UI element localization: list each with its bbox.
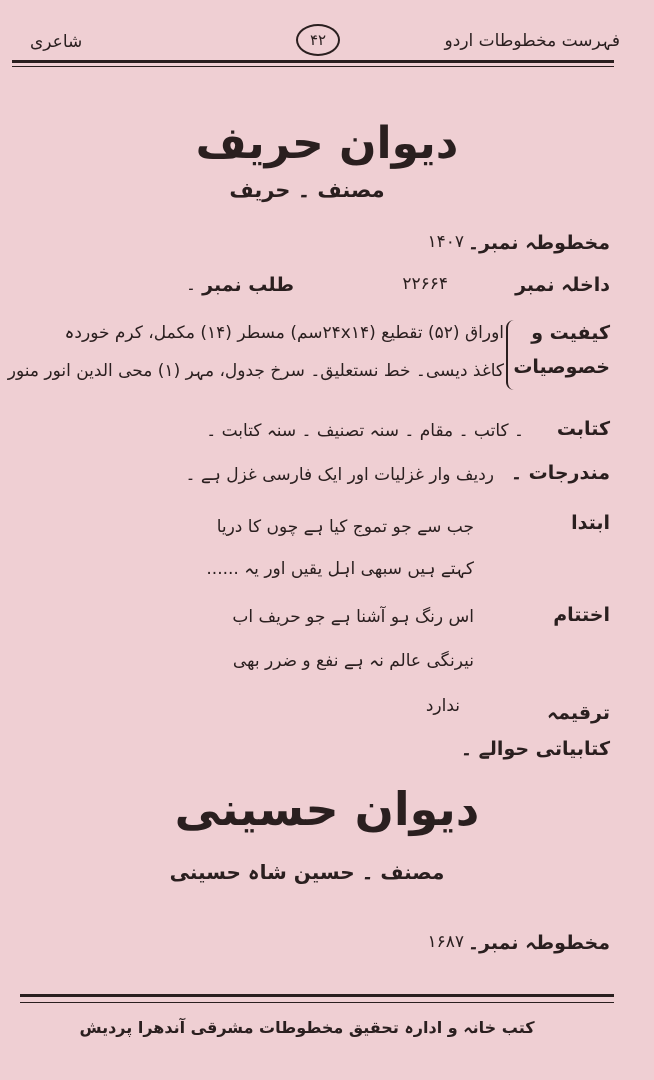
entry1-ms-value: ۱۴۰۷ [427, 232, 464, 252]
footer-rule [20, 994, 614, 997]
page-number: ۴۲ [296, 24, 340, 56]
entry1-call-value: ۔ [186, 275, 196, 295]
entry1-closing-line-1: اس رنگ ہو آشنا ہے جو حریف اب [232, 607, 474, 627]
entry2-ms-value: ۱۶۸۷ [427, 932, 464, 952]
brace-decoration [506, 320, 522, 390]
entry2-author: مصنف ۔ حسین شاہ حسینی [169, 860, 445, 884]
entry1-ms-label: مخطوطہ نمبر۔ [467, 232, 610, 254]
header-rule-thin [12, 66, 614, 67]
entry2-ms-label: مخطوطہ نمبر۔ [467, 932, 610, 954]
catalog-title: فہرست مخطوطات اردو [444, 31, 620, 51]
entry1-contents-value: ردیف وار غزلیات اور ایک فارسی غزل ہے ۔ [185, 465, 494, 485]
entry1-accession-label: داخلہ نمبر [515, 274, 610, 296]
entry1-features-line-1: اوراق (۵۲) تقطیع (۲۴x۱۴سم) مسطر (۱۴) مکمل، کرم خوردہ [64, 323, 504, 343]
entry1-features-label-1: کیفیت و [531, 322, 610, 344]
footer-institution: کتب خانہ و ادارہ تحقیق مخطوطات مشرقی آندھرا پردیش [79, 1018, 535, 1037]
entry1-accession-value: ۲۲۶۶۴ [402, 274, 448, 294]
section-name: شاعری [30, 32, 83, 52]
footer-rule-thin [20, 1002, 614, 1003]
entry1-opening-label: ابتدا [571, 512, 610, 534]
entry1-contents-label: مندرجات ۔ [510, 462, 610, 484]
entry1-author: مصنف ۔ حریف [229, 178, 385, 202]
entry1-features-line-2: کاغذ دیسی۔ خط نستعلیق۔ سرخ جدول، مہر (۱) محی الدین انور منور [7, 361, 504, 381]
entry1-opening-line-1: جب سے جو تموج کیا ہے چوں کا دریا [216, 517, 474, 537]
entry2-title: دیوان حسینی [174, 782, 480, 836]
entry1-scribe-label: کتابت [556, 418, 610, 440]
entry1-title: دیوان حریف [195, 118, 459, 169]
entry1-colophon-label: ترقیمہ [546, 702, 610, 724]
entry1-features-label-2: خصوصیات [513, 356, 610, 378]
entry1-colophon-value: ندارد [425, 696, 460, 716]
header-rule [12, 60, 614, 63]
entry1-scribe-value: ۔ کاتب ۔ مقام ۔ سنہ تصنیف ۔ سنہ کتابت ۔ [206, 421, 524, 441]
entry1-closing-label: اختتام [553, 604, 610, 626]
entry1-closing-line-2: نیرنگی عالم نہ ہے نفع و ضرر بھی [232, 651, 474, 671]
entry1-opening-line-2: کہتے ہیں سبھی اہل یقیں اور یہ ...... [206, 559, 474, 579]
entry1-refs-label: کتابیاتی حوالے ۔ [460, 738, 610, 760]
entry1-call-label: طلب نمبر [202, 274, 294, 296]
